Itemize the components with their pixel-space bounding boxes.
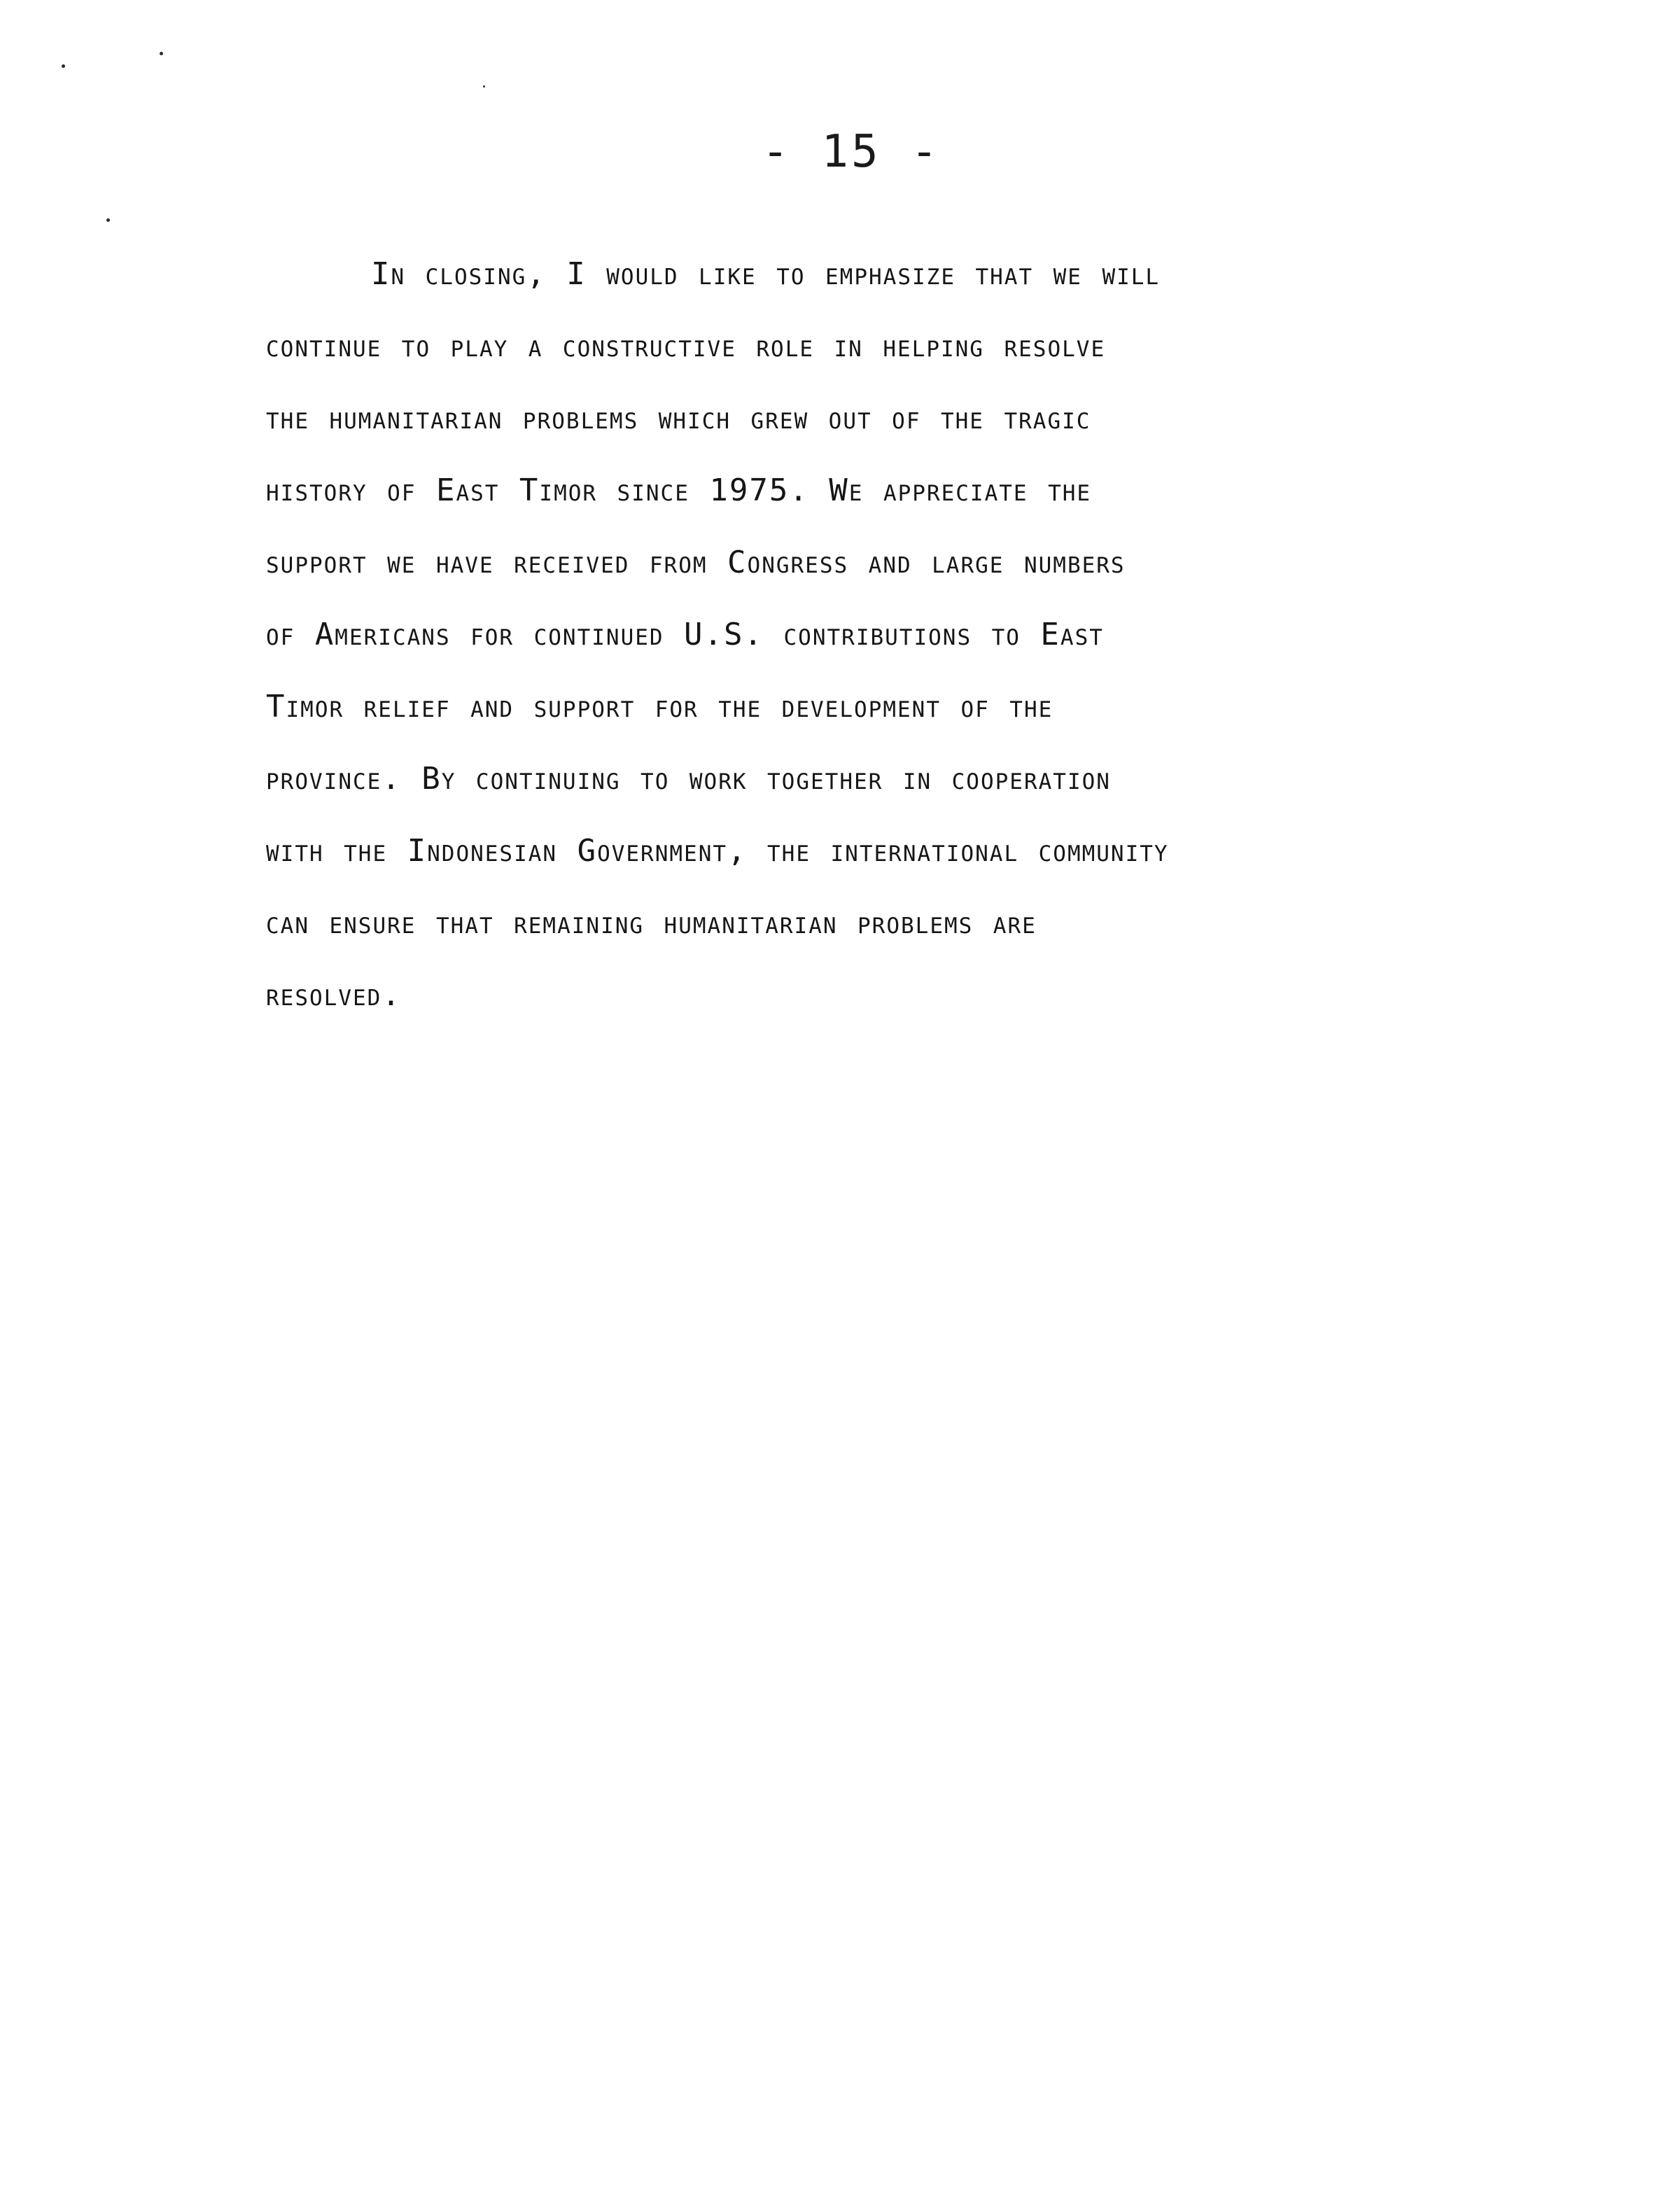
paragraph-line: Timor relief and support for the development of the <box>266 689 1054 724</box>
paragraph-line: history of East Timor since 1975. We appreciate the <box>266 472 1092 508</box>
body-paragraph <box>266 238 1596 1031</box>
scan-speck <box>483 85 485 88</box>
scan-speck <box>106 218 110 222</box>
page-number: - 15 - <box>762 126 941 178</box>
scan-speck <box>160 52 163 55</box>
paragraph-line: with the Indonesian Government, the international community <box>266 833 1169 869</box>
paragraph-line: can ensure that remaining humanitarian problems are <box>266 905 1037 941</box>
paragraph-line: In closing, I would like to emphasize that we will <box>371 256 1161 292</box>
paragraph-line: province. By continuing to work together in cooperation <box>266 761 1111 797</box>
paragraph-line: of Americans for continued U.S. contributions to East <box>266 617 1104 652</box>
paragraph-line: resolved. <box>266 977 402 1013</box>
scan-speck <box>62 64 65 68</box>
paragraph-line: support we have received from Congress and large numbers <box>266 545 1126 580</box>
paragraph-line: the humanitarian problems which grew out of the tragic <box>266 400 1091 436</box>
paragraph-line: continue to play a constructive role in helping resolve <box>266 328 1106 364</box>
